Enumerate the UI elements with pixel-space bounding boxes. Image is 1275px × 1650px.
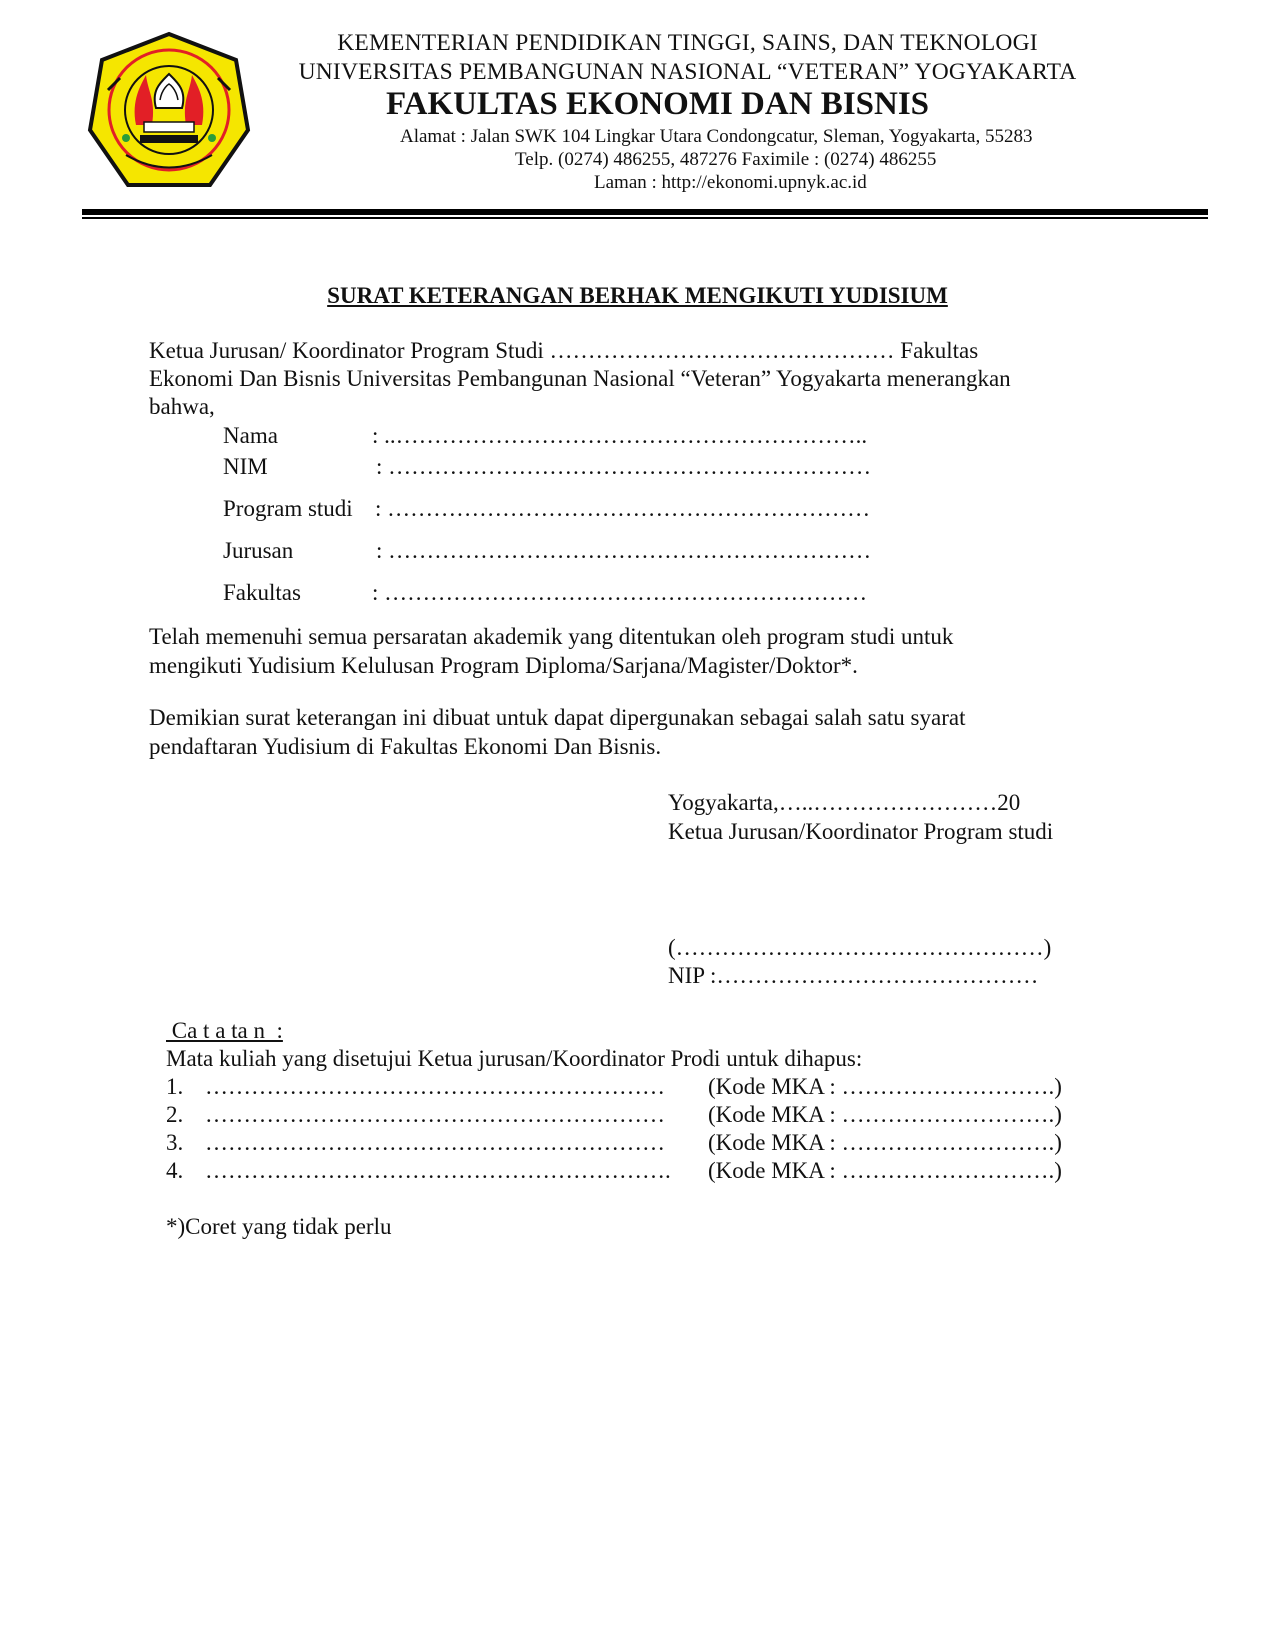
field-label-nim: NIM [223, 454, 268, 479]
field-value-program-studi[interactable]: : ……………………………………………………… [375, 496, 871, 521]
field-label-nama: Nama [223, 423, 278, 448]
field-label-program-studi: Program studi [223, 496, 353, 521]
signature-place-date[interactable]: Yogyakarta,…..……………………20 [668, 790, 1021, 815]
notes-item-number: 3. [166, 1130, 184, 1155]
notes-item-number: 1. [166, 1074, 184, 1099]
notes-item-course[interactable]: …………………………………………………… [205, 1074, 665, 1099]
notes-item-course[interactable]: …………………………………………………… [205, 1102, 665, 1127]
field-value-nim[interactable]: : ……………………………………………………… [376, 454, 872, 479]
faculty-name: FAKULTAS EKONOMI DAN BISNIS [385, 86, 930, 122]
letterhead-divider-thick [82, 209, 1208, 215]
faculty-address: Alamat : Jalan SWK 104 Lingkar Utara Condongcatur, Sleman, Yogyakarta, 55283 [400, 126, 1033, 147]
notes-item-course[interactable]: ……………………………………………………. [205, 1158, 671, 1183]
signature-nip[interactable]: NIP :…………………………………… [668, 963, 1039, 988]
field-value-jurusan[interactable]: : ……………………………………………………… [376, 538, 872, 563]
closing-line-2: pendaftaran Yudisium di Fakultas Ekonomi Dan Bisnis. [149, 734, 662, 759]
signature-position: Ketua Jurusan/Koordinator Program studi [668, 819, 1054, 844]
notes-item-number: 4. [166, 1158, 184, 1183]
notes-description: Mata kuliah yang disetujui Ketua jurusan/Koordinator Prodi untuk dihapus: [166, 1046, 863, 1071]
intro-line-2: Ekonomi Dan Bisnis Universitas Pembangunan Nasional “Veteran” Yogyakarta menerangkan [149, 366, 1011, 391]
document-title: SURAT KETERANGAN BERHAK MENGIKUTI YUDISIUM [327, 283, 948, 308]
notes-item-course[interactable]: …………………………………………………… [205, 1130, 665, 1155]
letterhead-divider-thin [82, 217, 1208, 219]
field-label-jurusan: Jurusan [223, 538, 294, 563]
field-label-fakultas: Fakultas [223, 580, 301, 605]
faculty-phone: Telp. (0274) 486255, 487276 Faximile : (0274) 486255 [515, 149, 937, 170]
notes-item-number: 2. [166, 1102, 184, 1127]
notes-item-code[interactable]: (Kode MKA : ……………………….) [708, 1102, 1062, 1127]
faculty-website: Laman : http://ekonomi.upnyk.ac.id [594, 172, 867, 193]
intro-line-3: bahwa, [149, 394, 215, 419]
notes-item-code[interactable]: (Kode MKA : ……………………….) [708, 1130, 1062, 1155]
ministry-name: KEMENTERIAN PENDIDIKAN TINGGI, SAINS, DAN TEKNOLOGI [337, 30, 1038, 56]
notes-item-code[interactable]: (Kode MKA : ……………………….) [708, 1158, 1062, 1183]
closing-line-1: Demikian surat keterangan ini dibuat untuk dapat dipergunakan sebagai salah satu syarat [149, 705, 966, 730]
field-value-fakultas[interactable]: : ……………………………………………………… [372, 580, 868, 605]
field-value-nama[interactable]: : ..…………………………………………………….. [372, 423, 868, 448]
notes-item-code[interactable]: (Kode MKA : ……………………….) [708, 1074, 1062, 1099]
statement-line-1: Telah memenuhi semua persaratan akademik yang ditentukan oleh program studi untuk [149, 624, 954, 649]
notes-footnote: *)Coret yang tidak perlu [166, 1214, 392, 1239]
signature-name-blank[interactable]: (…………………………………………) [668, 935, 1052, 960]
intro-line-1: Ketua Jurusan/ Koordinator Program Studi ……………………………………… Fakultas [149, 338, 979, 363]
university-name: UNIVERSITAS PEMBANGUNAN NASIONAL “VETERAN” YOGYAKARTA [298, 59, 1077, 85]
notes-heading: Ca t a ta n : [166, 1018, 283, 1043]
statement-line-2: mengikuti Yudisium Kelulusan Program Diploma/Sarjana/Magister/Doktor*. [149, 653, 858, 678]
